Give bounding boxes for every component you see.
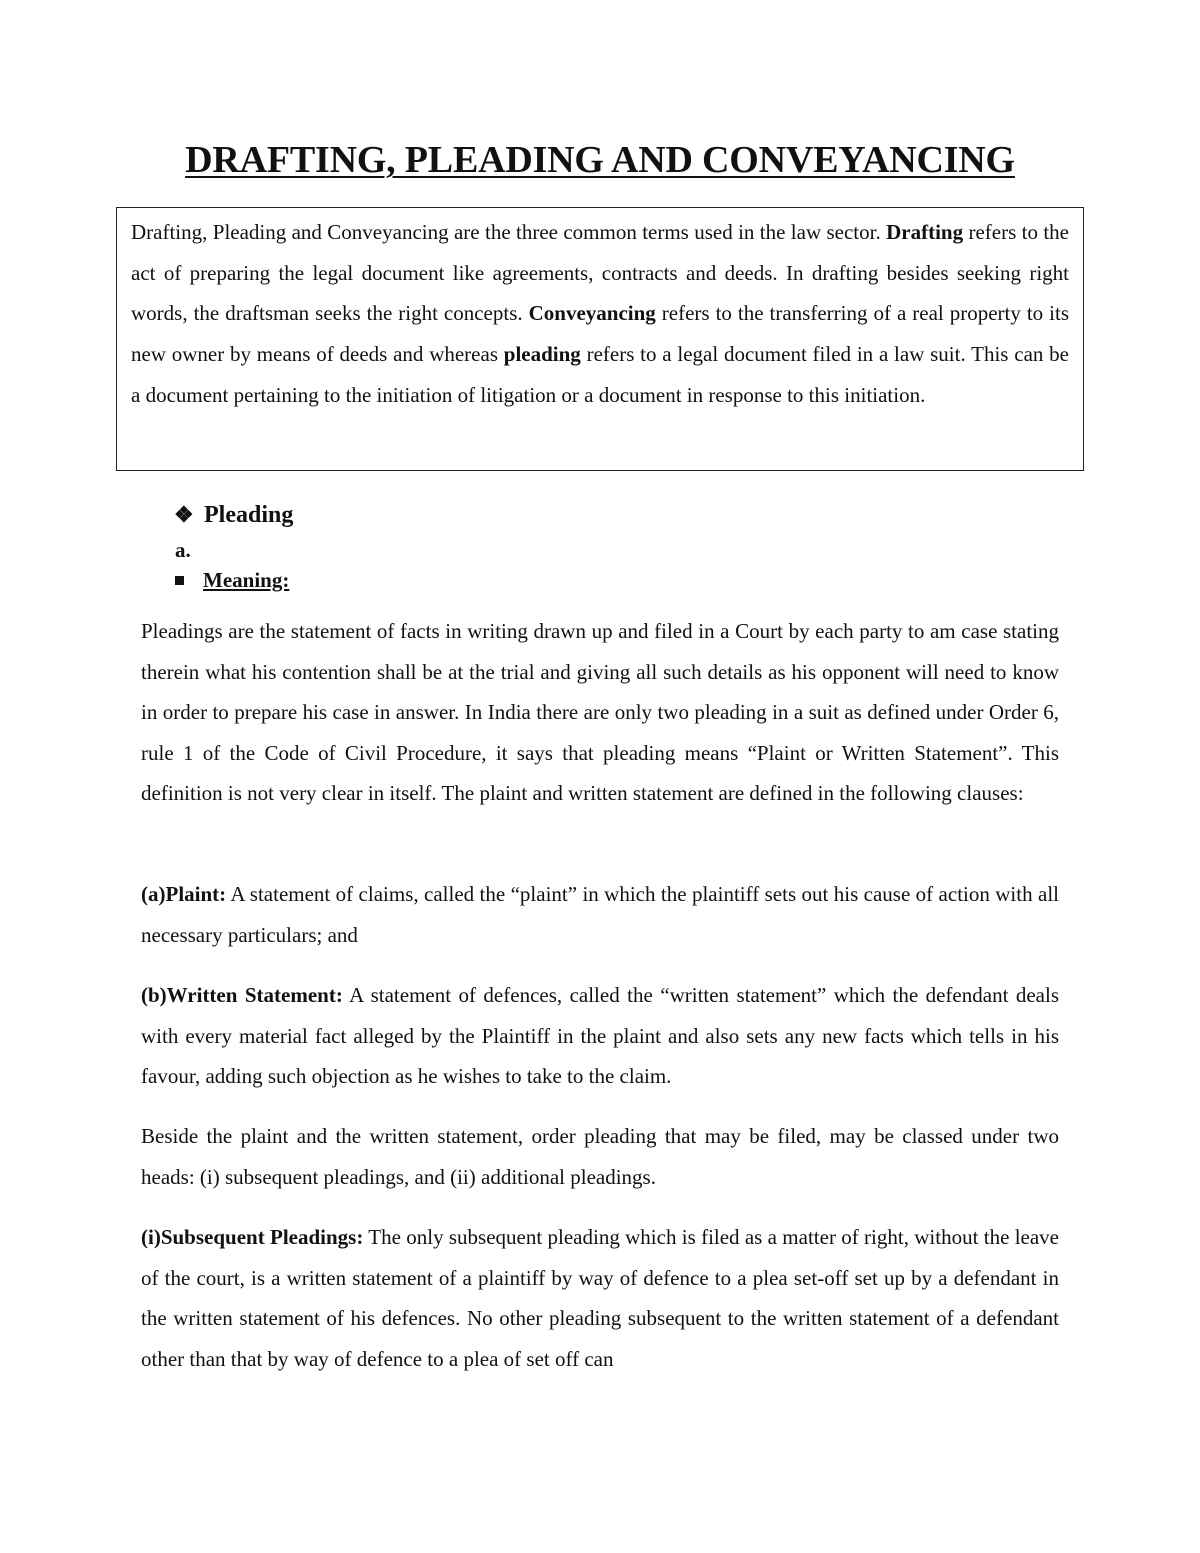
term-conveyancing: Conveyancing: [528, 301, 656, 326]
paragraph-meaning: Pleadings are the statement of facts in writing drawn up and filed in a Court by each party to am case stating therein what his contention shall be at the trial and giving all such details as his opponent will need to know in order to prepare his case in answer. In India there are only two pleading in a suit as defined under Order 6, rule 1 of the Code of Civil Procedure, it says that pleading means “Plaint or Written Statement”. This definition is not very clear in itself. The plaint and written statement are defined in the following clauses:: [141, 619, 1059, 806]
list-letter: a.: [175, 538, 191, 562]
section-heading-label: Pleading: [204, 502, 294, 528]
term-drafting: Drafting: [886, 220, 964, 244]
intro-text: refers to the act of preparing the legal document like agreements, contracts and deeds. In drafting besides seeking right words, the draftsman seeks the right concepts.: [131, 220, 1069, 326]
plaint-text: A statement of claims, called the “plaint” in which the plaintiff sets out his cause of action with all necessary particulars; and: [141, 882, 1059, 947]
term-pleading: pleading: [503, 342, 581, 367]
subheading-label: Meaning:: [203, 568, 290, 592]
paragraph-written-statement: [141, 975, 1059, 1097]
plaint-label: (a)Plaint:: [141, 882, 227, 906]
square-bullet-icon: [175, 576, 184, 585]
intro-box: [116, 207, 1084, 471]
subsequent-pleadings-label: (i)Subsequent Pleadings:: [141, 1225, 364, 1249]
intro-text: refers to the transferring of a real property to its new owner by means of deeds and whereas: [131, 301, 1069, 367]
paragraph-other-pleadings: Beside the plaint and the written statement, order pleading that may be filed, may be classed under two heads: (i) subsequent pleadings, and (ii) additional pleadings.: [141, 1124, 1059, 1189]
intro-text: Drafting, Pleading and Conveyancing are the three common terms used in the law sector.: [131, 220, 887, 244]
intro-paragraph: [131, 212, 1069, 416]
written-statement-text: A statement of defences, called the “written statement” which the defendant deals with every material fact alleged by the Plaintiff in the plaint and also sets any new facts which tells in his favour, adding such objection as he wishes to take to the claim.: [141, 983, 1059, 1089]
section-heading: [174, 497, 293, 533]
written-statement-label: (b)Written Statement:: [141, 983, 343, 1007]
subsequent-pleadings-text: The only subsequent pleading which is filed as a matter of right, without the leave of the court, is a written statement of a plaintiff by way of defence to a plea set-off set up by a defendant in the written statement of his defences. No other pleading subsequent to the written statement of a defendant other than that by way of defence to a plea of set off can: [141, 1225, 1059, 1371]
paragraph-plaint: [141, 874, 1059, 955]
intro-text: refers to a legal document filed in a law suit. This can be a document pertaining to the initiation of litigation or a document in response to this initiation.: [131, 342, 1069, 407]
diamond-bullet-icon: ❖: [174, 502, 194, 527]
subheading: [175, 565, 289, 595]
paragraph-subsequent-pleadings: [141, 1217, 1059, 1379]
document-title: DRAFTING, PLEADING AND CONVEYANCING: [185, 139, 1015, 181]
